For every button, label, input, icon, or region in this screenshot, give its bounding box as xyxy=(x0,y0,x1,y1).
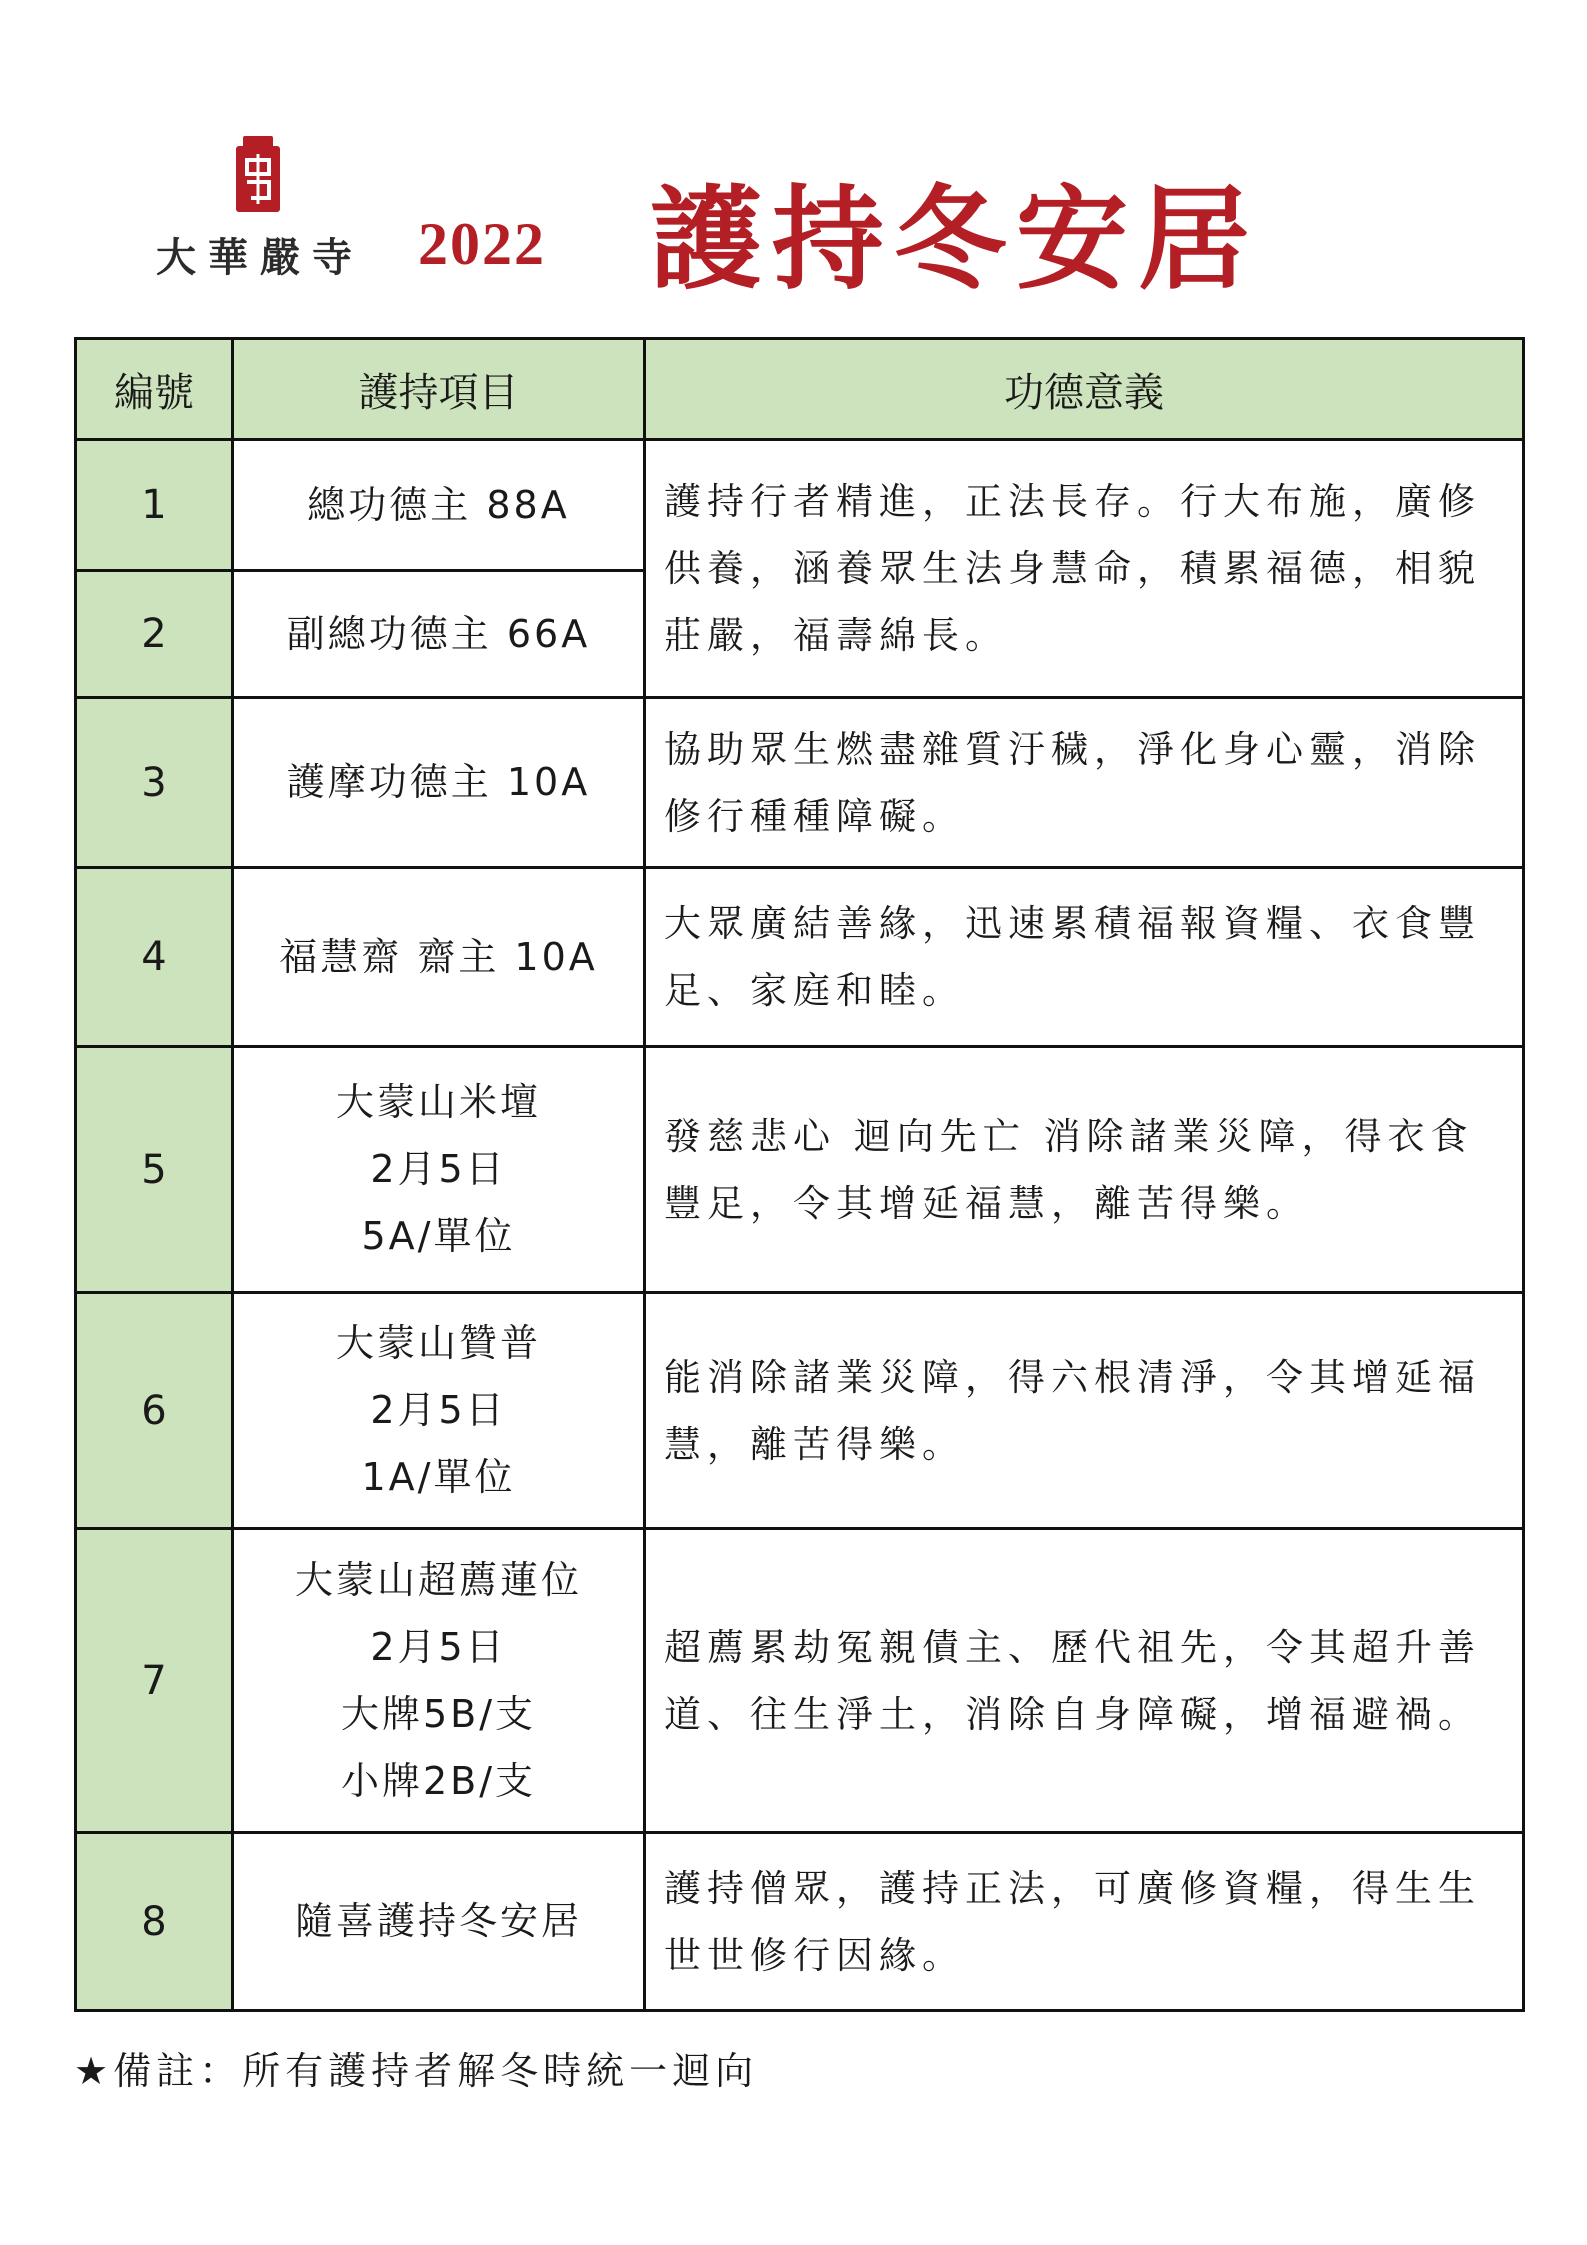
row-item xyxy=(233,1047,645,1293)
row-item xyxy=(233,698,645,868)
item-line: 2月5日 xyxy=(370,1147,507,1191)
row-number: 1 xyxy=(76,440,233,571)
column-header-number: 編號 xyxy=(76,339,233,440)
row-number: 5 xyxy=(76,1047,233,1293)
row-meaning: 協助眾生燃盡雜質汙穢，淨化身心靈，消除修行種種障礙。 xyxy=(645,698,1524,868)
table-row xyxy=(76,1293,1524,1529)
row-number: 8 xyxy=(76,1833,233,2011)
footnote: ★備註：所有護持者解冬時統一迴向 xyxy=(74,2049,759,2093)
row-meaning: 能消除諸業災障，得六根清淨，令其增延福慧，離苦得樂。 xyxy=(645,1293,1524,1529)
table-row xyxy=(76,1529,1524,1833)
temple-name: 大華嚴寺 xyxy=(156,235,364,281)
item-line: 副總功德主 66A xyxy=(286,611,591,656)
item-line: 2月5日 xyxy=(370,1624,507,1669)
table-row xyxy=(76,868,1524,1047)
item-line: 隨喜護持冬安居 xyxy=(294,1899,582,1943)
temple-logo xyxy=(156,132,368,283)
page-title: 護持冬安居 xyxy=(650,174,1260,305)
row-number: 2 xyxy=(76,571,233,698)
row-number: 4 xyxy=(76,868,233,1047)
row-item xyxy=(233,1529,645,1833)
table-header-row xyxy=(76,339,1524,440)
item-line: 1A/單位 xyxy=(361,1455,516,1499)
row-item xyxy=(233,571,645,698)
donation-table xyxy=(74,337,1525,2012)
temple-seal-icon xyxy=(233,132,283,212)
table-row xyxy=(76,698,1524,868)
item-line: 大牌5B/支 xyxy=(340,1691,537,1736)
row-number: 7 xyxy=(76,1529,233,1833)
year: 2022 xyxy=(418,211,546,277)
item-line: 福慧齋 齋主 10A xyxy=(279,934,598,979)
row-meaning: 發慈悲心 迴向先亡 消除諸業災障，得衣食豐足，令其增延福慧，離苦得樂。 xyxy=(645,1047,1524,1293)
column-header-item: 護持項目 xyxy=(233,339,645,440)
item-line: 總功德主 88A xyxy=(307,482,570,527)
item-line: 大蒙山超薦蓮位 xyxy=(294,1557,582,1602)
table-row xyxy=(76,1833,1524,2011)
row-meaning: 護持僧眾，護持正法，可廣修資糧，得生生世世修行因緣。 xyxy=(645,1833,1524,2011)
item-line: 大蒙山米壇 xyxy=(335,1080,541,1124)
row-item xyxy=(233,1833,645,2011)
row-number: 6 xyxy=(76,1293,233,1529)
item-line: 2月5日 xyxy=(370,1388,507,1432)
table-row xyxy=(76,1047,1524,1293)
row-meaning: 大眾廣結善緣，迅速累積福報資糧、衣食豐足、家庭和睦。 xyxy=(645,868,1524,1047)
item-line: 5A/單位 xyxy=(361,1214,516,1258)
item-line: 護摩功德主 10A xyxy=(286,760,591,804)
column-header-meaning: 功德意義 xyxy=(645,339,1524,440)
row-item xyxy=(233,1293,645,1529)
item-line: 大蒙山贊普 xyxy=(335,1321,541,1365)
row-meaning: 護持行者精進，正法長存。行大布施，廣修供養，涵養眾生法身慧命，積累福德，相貌莊嚴，福壽綿長。 xyxy=(645,440,1524,698)
row-number: 3 xyxy=(76,698,233,868)
table-row xyxy=(76,440,1524,571)
row-meaning: 超薦累劫冤親債主、歷代祖先，令其超升善道、往生淨土，消除自身障礙，增福避禍。 xyxy=(645,1529,1524,1833)
item-line: 小牌2B/支 xyxy=(340,1758,537,1803)
row-item xyxy=(233,440,645,571)
row-item xyxy=(233,868,645,1047)
